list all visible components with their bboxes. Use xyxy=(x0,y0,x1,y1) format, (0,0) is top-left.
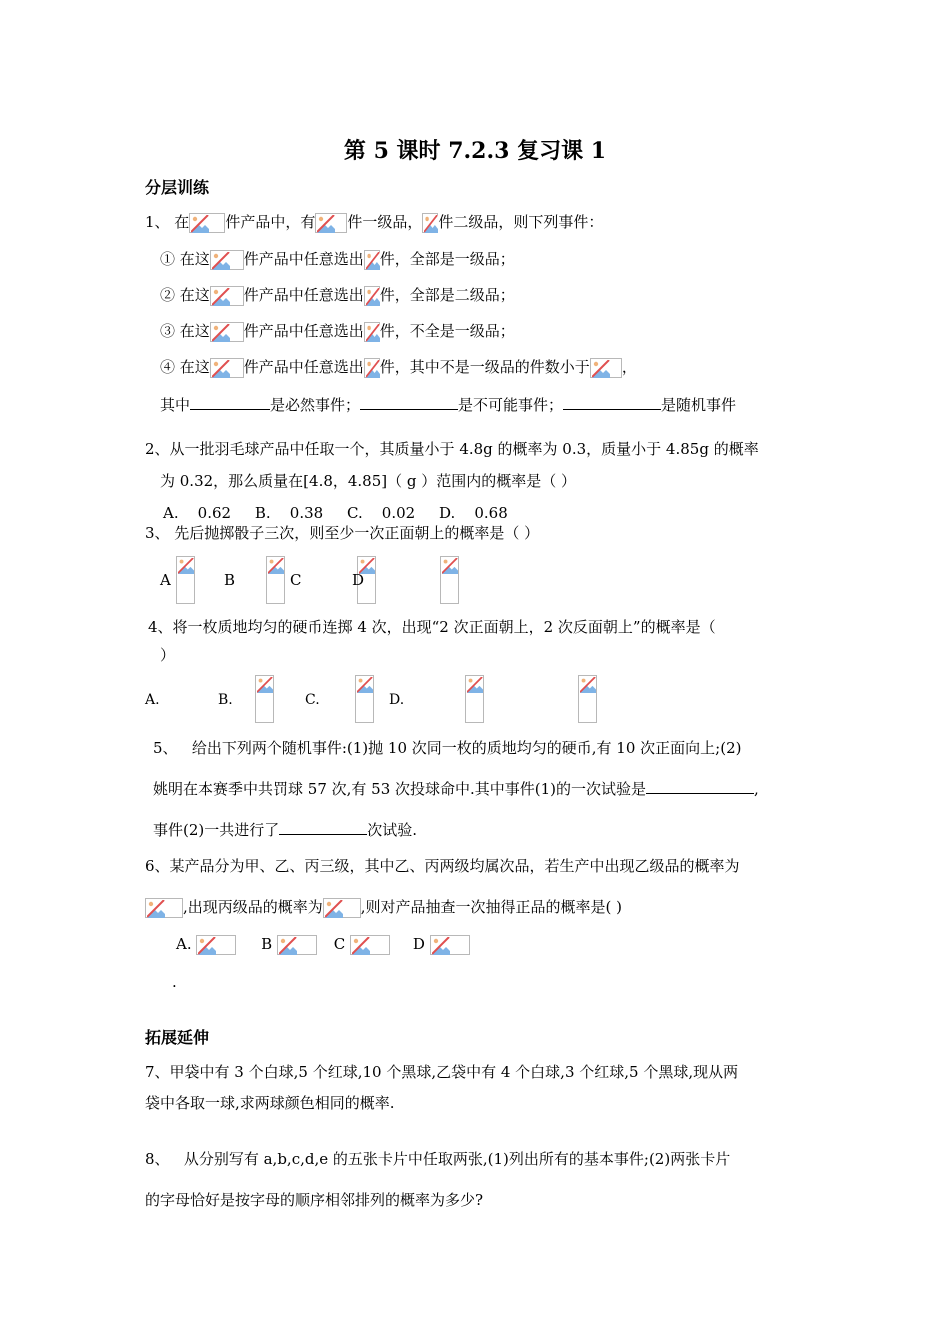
q1-item-text: 件，全部是一级品； xyxy=(379,250,515,268)
formula-image-icon xyxy=(176,556,195,604)
section-heading-layered-training: 分层训练 xyxy=(145,178,210,197)
q6-option-label: D xyxy=(412,935,425,953)
q1-item-text: ④ 在这 xyxy=(160,358,210,376)
formula-image-icon xyxy=(277,935,317,955)
q5-line-3 xyxy=(153,820,417,840)
page-title: 第 5 课时 7.2.3 复习课 1 xyxy=(343,138,607,164)
section-heading-extension: 拓展延伸 xyxy=(145,1028,210,1047)
formula-image-icon xyxy=(210,250,244,270)
formula-image-icon xyxy=(189,213,225,233)
q5-text: , xyxy=(754,780,759,798)
q1-item-text: ② 在这 xyxy=(160,286,210,304)
formula-image-icon xyxy=(315,213,347,233)
q4-option-c-label: C. xyxy=(305,692,320,708)
q1-item-text: 件，其中不是一级品的件数小于 xyxy=(379,358,590,376)
q6-options xyxy=(176,934,470,955)
q1-item-text: 件产品中任意选出 xyxy=(243,286,364,304)
q3-option-c-label: C xyxy=(290,571,302,589)
q1-text-d: 件二级品，则下列事件： xyxy=(438,213,604,231)
q3-option-b-label: B xyxy=(224,571,236,589)
q2-line-2: 为 0.32，那么质量在[4.8，4.85]（ g ）范围内的概率是（ ） xyxy=(160,472,577,490)
q2-options: A. 0.62 B. 0.38 C. 0.02 D. 0.68 xyxy=(163,504,508,522)
formula-image-icon xyxy=(255,675,274,723)
q8-line-2: 的字母恰好是按字母的顺序相邻排列的概率为多少? xyxy=(145,1191,484,1209)
formula-image-icon xyxy=(440,556,459,604)
q4-line-1: 4、将一枚质地均匀的硬币连掷 4 次，出现“2 次正面朝上，2 次反面朝上”的概率是（ xyxy=(148,618,716,636)
formula-image-icon xyxy=(350,935,390,955)
q4-option-d-label: D. xyxy=(389,692,405,708)
answer-blank[interactable] xyxy=(360,395,458,410)
formula-image-icon xyxy=(355,675,374,723)
answer-blank[interactable] xyxy=(279,820,367,835)
formula-image-icon xyxy=(196,935,236,955)
q6-text: ,则对产品抽查一次抽得正品的概率是( ) xyxy=(360,898,623,916)
q1-item-1 xyxy=(160,249,515,270)
q1-text-a: 1、 在 xyxy=(145,213,190,231)
q1-item-text: 件，不全是一级品； xyxy=(379,322,515,340)
q5-line-2 xyxy=(153,779,759,799)
q1-item-text: ① 在这 xyxy=(160,250,210,268)
formula-image-icon xyxy=(578,675,597,723)
q3-option-a-label: A xyxy=(160,571,171,589)
formula-image-icon xyxy=(210,322,244,342)
q6-option-label: A. xyxy=(176,935,192,953)
question-1-stem xyxy=(145,212,603,233)
q6-line-2 xyxy=(145,897,622,918)
q4-line-2: ） xyxy=(160,646,176,664)
formula-image-icon xyxy=(145,898,183,918)
q4-option-b-label: B. xyxy=(218,692,233,708)
formula-image-icon xyxy=(465,675,484,723)
q1-answer-text: 是必然事件； xyxy=(270,396,361,414)
q5-text: 事件(2)一共进行了 xyxy=(153,821,280,839)
q1-item-text: 件产品中任意选出 xyxy=(243,250,364,268)
formula-image-icon xyxy=(364,250,380,270)
q7-line-2: 袋中各取一球,求两球颜色相同的概率. xyxy=(145,1094,395,1112)
formula-image-icon xyxy=(590,358,622,378)
q1-item-4 xyxy=(160,357,637,378)
q6-text: ,出现丙级品的概率为 xyxy=(183,898,323,916)
q1-item-text: 件产品中任意选出 xyxy=(243,358,364,376)
formula-image-icon xyxy=(323,898,361,918)
q6-option-label: C xyxy=(333,935,346,953)
q1-item-text: 件产品中任意选出 xyxy=(243,322,364,340)
q6-option-label: B xyxy=(261,935,273,953)
formula-image-icon xyxy=(266,556,285,604)
formula-image-icon xyxy=(364,358,380,378)
q1-item-text: 件，全部是二级品； xyxy=(379,286,515,304)
q1-item-text: ， xyxy=(621,358,637,376)
formula-image-icon xyxy=(210,358,244,378)
q6-line-1: 6、某产品分为甲、乙、丙三级，其中乙、丙两级均属次品，若生产中出现乙级品的概率为 xyxy=(145,857,740,875)
formula-image-icon xyxy=(430,935,470,955)
q1-item-text: ③ 在这 xyxy=(160,322,210,340)
q3-stem: 3、 先后抛掷骰子三次，则至少一次正面朝上的概率是（ ） xyxy=(145,524,540,542)
answer-blank[interactable] xyxy=(190,395,270,410)
formula-image-icon xyxy=(210,286,244,306)
q8-line-1: 8、 从分别写有 a,b,c,d,e 的五张卡片中任取两张,(1)列出所有的基本事件;(2)两张卡片 xyxy=(145,1150,731,1168)
q1-answer-text: 是随机事件 xyxy=(661,396,737,414)
q1-answer-text: 是不可能事件； xyxy=(458,396,564,414)
q5-text: 次试验. xyxy=(367,821,418,839)
q1-answer-line xyxy=(160,395,736,415)
q1-item-3 xyxy=(160,321,515,342)
formula-image-icon xyxy=(364,286,380,306)
q1-text-b: 件产品中，有 xyxy=(225,213,316,231)
q1-answer-text: 其中 xyxy=(160,396,191,414)
q6-dot: . xyxy=(172,973,177,991)
q2-line-1: 2、从一批羽毛球产品中任取一个，其质量小于 4.8g 的概率为 0.3，质量小于 4.85g 的概率 xyxy=(145,440,759,458)
q3-option-d-label: D xyxy=(352,571,365,589)
answer-blank[interactable] xyxy=(563,395,661,410)
formula-image-icon xyxy=(422,213,438,233)
q5-text: 姚明在本赛季中共罚球 57 次,有 53 次投球命中.其中事件(1)的一次试验是 xyxy=(153,780,647,798)
q4-option-a-label: A. xyxy=(145,692,160,708)
q1-text-c: 件一级品， xyxy=(347,213,423,231)
q7-line-1: 7、甲袋中有 3 个白球,5 个红球,10 个黑球,乙袋中有 4 个白球,3 个红球,5 个黑球,现从两 xyxy=(145,1063,739,1081)
q1-item-2 xyxy=(160,285,515,306)
formula-image-icon xyxy=(364,322,380,342)
answer-blank[interactable] xyxy=(646,779,754,794)
q5-line-1: 5、 给出下列两个随机事件:(1)抛 10 次同一枚的质地均匀的硬币,有 10 次正面向上;(2) xyxy=(153,739,742,757)
